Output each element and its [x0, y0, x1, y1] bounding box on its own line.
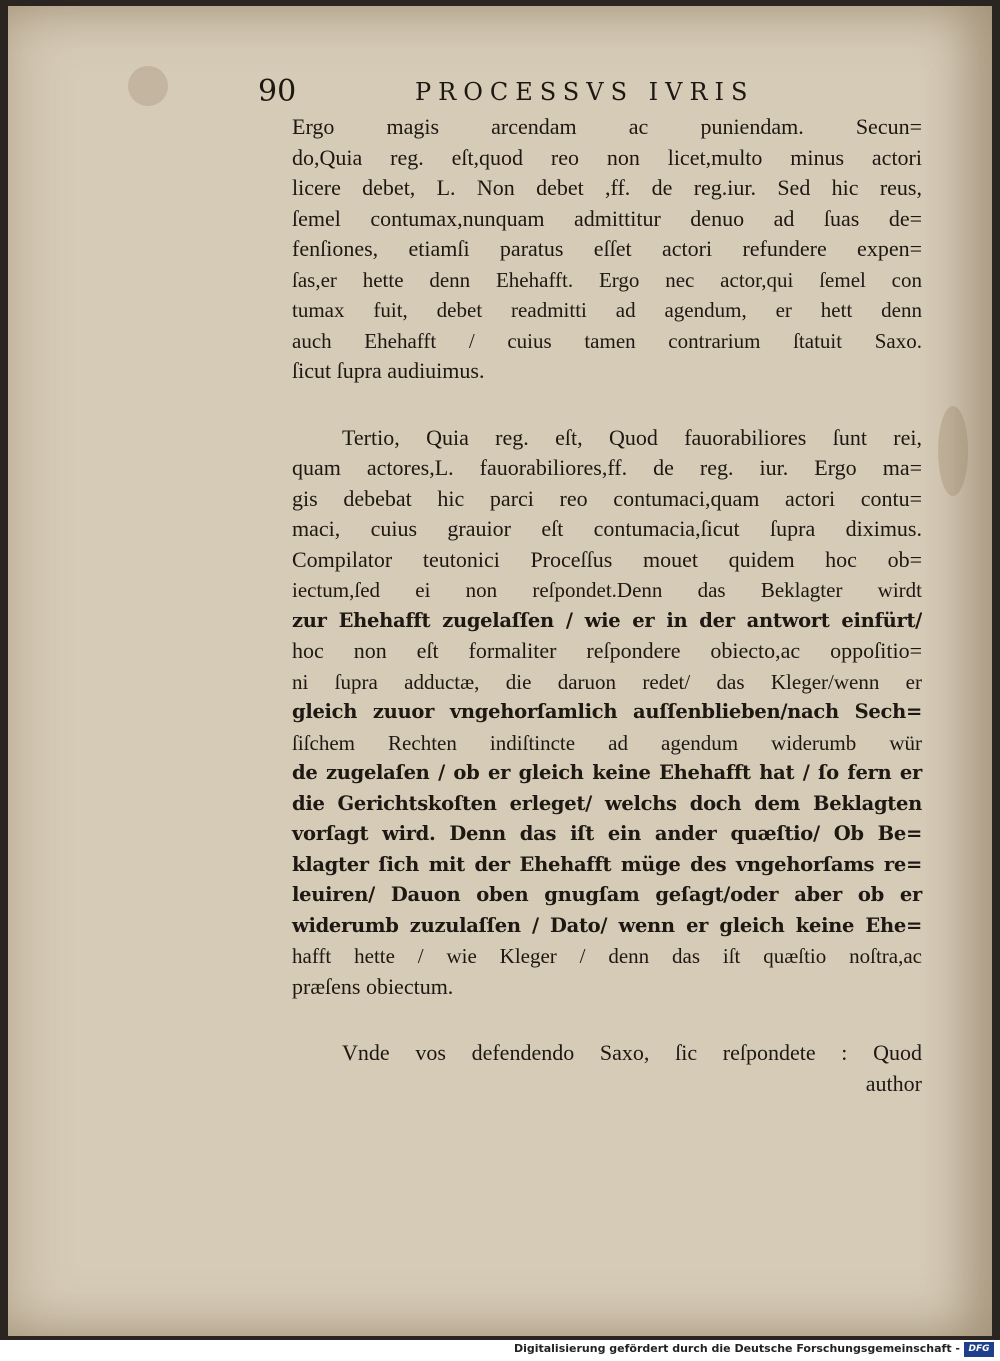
text-line: ni ſupra adductæ, die daruon redet/ das Kleger/wenn er	[292, 669, 922, 694]
body-text	[292, 112, 922, 1099]
text-line: quam actores,L. fauorabiliores,ff. de reg. iur. Ergo ma=	[292, 455, 922, 480]
text-line: præſens obiectum.	[292, 973, 454, 999]
paragraph-gap	[292, 1002, 922, 1038]
paragraph-gap	[292, 387, 922, 423]
page-header	[250, 70, 810, 110]
text-line: Tertio, Quia reg. eſt, Quod fauorabiliores ſunt rei,	[342, 424, 922, 450]
funding-note: Digitalisierung gefördert durch die Deutsche Forschungsgemeinschaft -	[513, 1342, 960, 1355]
text-line: Compilator teutonici Proceſſus mouet quidem hoc ob=	[292, 546, 922, 572]
text-line: hoc non eſt formaliter reſpondere obiecto,ac oppoſitio=	[292, 638, 922, 663]
page-number: 90	[258, 74, 297, 109]
text-line: widerumb zuzulaſſen / Dato/ wenn er gleich keine Ehe=	[292, 913, 922, 937]
text-line: auch Ehehafft / cuius tamen contrarium ſtatuit Saxo.	[292, 328, 922, 353]
text-line: licere debet, L. Non debet ,ff. de reg.iur. Sed hic reus,	[292, 175, 922, 200]
text-line: leuiren/ Dauon oben gnugſam geſagt/oder aber ob er	[292, 883, 922, 906]
text-line: gleich zuuor vngehorſamlich auſſenblieben/nach Sech=	[292, 700, 922, 723]
text-line: zur Ehehafft zugelaſſen / wie er in der antwort einfürt/	[292, 608, 922, 632]
text-line: tumax fuit, debet readmitti ad agendum, er hett denn	[292, 298, 922, 322]
text-line: die Gerichtskoſten erleget/ welchs doch dem Beklagten	[292, 791, 922, 815]
text-line: de zugelaſen / ob er gleich keine Ehehafft hat / ſo fern er	[292, 761, 922, 784]
running-title: PROCESSVS IVRIS	[415, 78, 755, 106]
paper-stain	[938, 406, 968, 496]
catchword: author	[865, 1070, 922, 1096]
text-line: ſemel contumax,nunquam admittitur denuo ad ſuas de=	[292, 205, 922, 231]
footer-bar	[0, 1340, 1000, 1361]
text-line: ſas,er hette denn Ehehafft. Ergo nec actor,qui ſemel con	[292, 267, 922, 292]
text-line: gis debebat hic parci reo contumaci,quam actori contu=	[292, 485, 922, 511]
text-line: Ergo magis arcendam ac puniendam. Secun=	[292, 114, 922, 139]
dfg-logo: DFG	[964, 1342, 994, 1357]
text-line: fenſiones, etiamſi paratus eſſet actori refundere expen=	[292, 236, 922, 261]
text-line: ſiſchem Rechten indiſtincte ad agendum widerumb wür	[292, 730, 922, 755]
text-line: ſicut ſupra audiuimus.	[292, 358, 485, 383]
text-line: do,Quia reg. eſt,quod reo non licet,multo minus actori	[292, 144, 922, 170]
text-line: maci, cuius grauior eſt contumacia,ſicut ſupra diximus.	[292, 516, 922, 541]
text-line: klagter ſich mit der Ehehafft müge des vngehorſams re=	[292, 852, 922, 876]
text-line: iectum,ſed ei non reſpondet.Denn das Beklagter wirdt	[292, 578, 922, 602]
text-line: hafft hette / wie Kleger / denn das iſt quæſtio noſtra,ac	[292, 944, 922, 968]
text-line: Vnde vos defendendo Saxo, ſic reſpondete : Quod	[342, 1040, 922, 1065]
text-line: vorſagt wird. Denn das iſt ein ander quæſtio/ Ob Be=	[292, 822, 922, 845]
paper-stain	[128, 66, 168, 106]
